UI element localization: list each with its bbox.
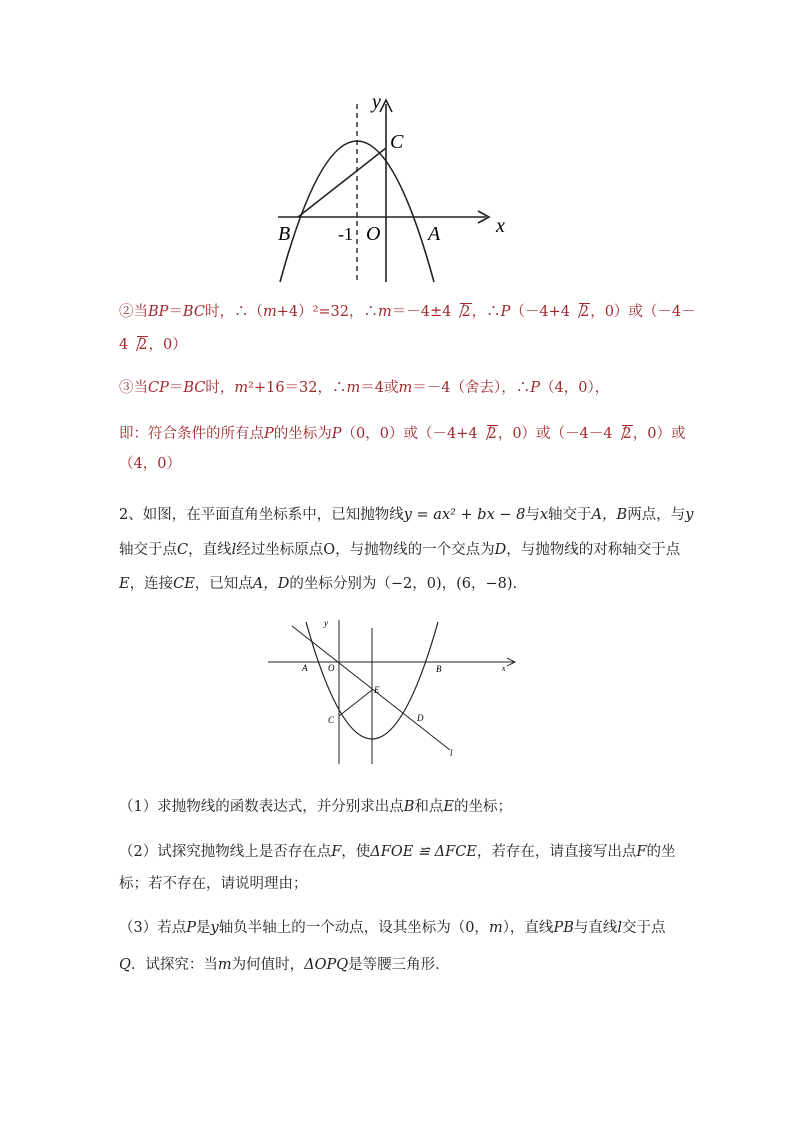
sqrt-symbol: 2: [128, 335, 148, 355]
problem2-line2: 轴交于点C，直线l经过坐标原点O，与抛物线的一个交点为D，与抛物线的对称轴交于点: [119, 542, 681, 558]
case2-line2: 4 2，0）: [119, 337, 187, 353]
question-3-line1: （3）若点P是y轴负半轴上的一个动点，设其坐标为（0，m），直线PB与直线l交于点: [119, 920, 666, 936]
segment-bc: [298, 148, 386, 217]
label-l: l: [450, 748, 453, 758]
line-l: [292, 626, 450, 750]
label-y: y: [324, 618, 328, 628]
sqrt-symbol: 2: [451, 302, 471, 322]
label-b: B: [436, 664, 442, 674]
label-x: x: [502, 664, 506, 673]
problem2-line1: 2、如图，在平面直角坐标系中，已知抛物线y = ax² + bx − 8与x轴交于A，B两点，与y: [119, 507, 694, 523]
label-b: B: [278, 223, 291, 245]
label-y: y: [372, 91, 381, 113]
label-d: D: [417, 713, 424, 723]
segment-ce: [339, 690, 372, 716]
sqrt-symbol: 2: [613, 424, 633, 444]
question-1: （1）求抛物线的函数表达式，并分别求出点B和点E的坐标；: [119, 799, 512, 815]
label-c: C: [328, 715, 335, 725]
label-c: C: [390, 131, 404, 153]
sqrt-symbol: 2: [570, 302, 590, 322]
conclusion-line1: 即：符合条件的所有点P的坐标为P（0，0）或（－4+4 2，0）或（－4－4 2，0）或: [119, 426, 686, 442]
question-3-line2: Q．试探究：当m为何值时，ΔOPQ是等腰三角形．: [119, 957, 450, 973]
label-o: O: [366, 223, 381, 245]
figure-2-parabola: [262, 616, 524, 766]
question-2-line2: 标；若不存在，请说明理由；: [119, 876, 308, 892]
label-minus1: -1: [338, 224, 353, 244]
label-x: x: [496, 215, 505, 237]
conclusion-line2: （4，0）: [119, 456, 181, 472]
case3-line: ③当CP＝BC时，m²+16＝32，∴m＝4或m＝－4（舍去），∴P（4，0），: [119, 380, 610, 396]
label-o: O: [328, 663, 335, 673]
label-a: A: [428, 223, 441, 245]
sqrt-symbol: 2: [478, 424, 498, 444]
case2-line1: ②当BP＝BC时，∴（m+4）²=32，∴m＝－4±4 2，∴P（－4+4 2，0）或（－4－: [119, 304, 696, 320]
question-2-line1: （2）试探究抛物线上是否存在点F，使ΔFOE ≌ ΔFCE，若存在，请直接写出点F的坐: [119, 844, 676, 860]
label-e: E: [374, 685, 380, 695]
problem2-line3: E，连接CE，已知点A，D的坐标分别为（−2，0)，(6，−8).: [119, 576, 518, 592]
figure-1-parabola: [268, 90, 508, 285]
label-a: A: [302, 663, 308, 673]
